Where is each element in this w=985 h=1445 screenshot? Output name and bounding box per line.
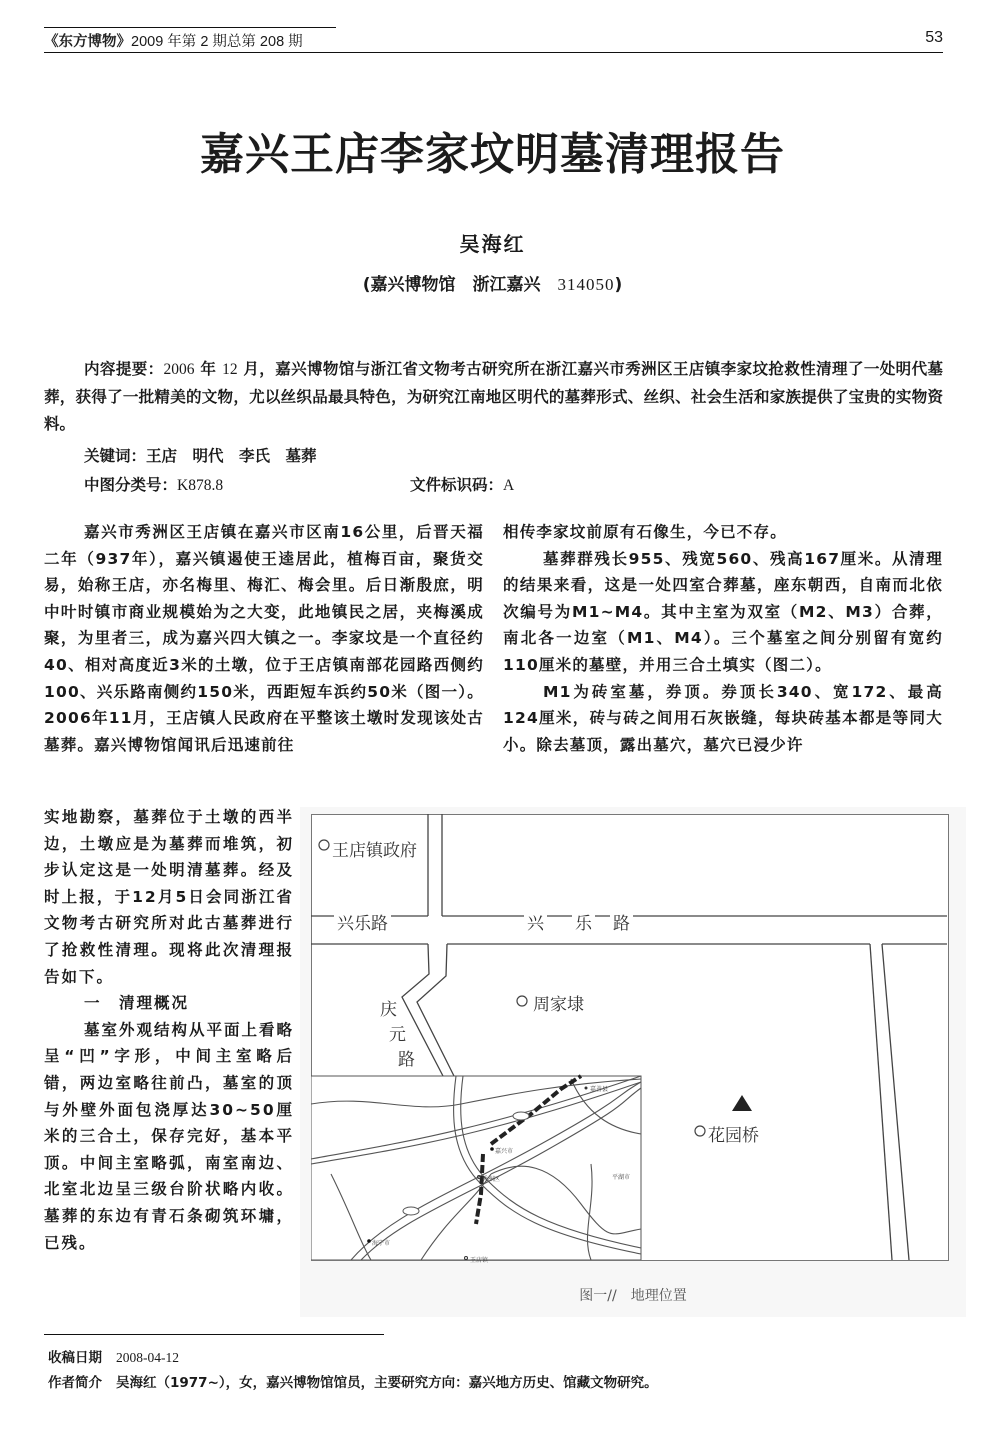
body-left-narrow-column	[44, 804, 294, 1256]
abstract	[44, 356, 943, 439]
section-heading: 一 清理概况	[84, 994, 190, 1013]
inset-highway-shield	[403, 1207, 419, 1215]
map-label-qingyuan-3: 路	[398, 1050, 415, 1070]
body-paragraph: 实地勘察，墓葬位于土墩的西半边，土墩应是为墓葬而堆筑，初步认定这是一处明清墓葬。经及时上报，于12月5日会同浙江省文物考古研究所对此古墓葬进行了抢救性清理。现将此次清理报告如下。	[44, 808, 294, 986]
inset-label-jiaxing: 嘉兴市	[495, 1148, 514, 1155]
article-title: 嘉兴王店李家坟明墓清理报告	[200, 129, 785, 180]
issue-info: 2009 年第 2 期总第 208 期	[131, 34, 303, 50]
map-label-qingyuan-2: 元	[389, 1025, 406, 1045]
map-road-line	[882, 944, 909, 1260]
received-value: 2008-04-12	[116, 1350, 179, 1365]
abstract-body: 月，嘉兴博物馆与浙江省文物考古研究所在浙江嘉兴市秀洲区王店镇李家坟抢救性清理了一处明代墓葬，获得了一批精美的文物，尤以丝织品最具特色，为研究江南地区明代的墓葬形式、丝织、社会生活和家族提供了宝贵的实物资料。	[44, 360, 943, 433]
page-number: 53	[925, 29, 943, 46]
map-label-xingle-road-1: 兴	[524, 909, 547, 934]
body-paragraph: 墓室外观结构从平面上看略呈“凹”字形，中间主室略后错，两边室略往前凸，墓室的顶与外壁外面包浇厚达30~50厘米的三合土，保存完好，基本平顶。中间主室略弧，南室南边、北室北边呈三级台阶状略内收。墓葬的东边有青石条砌筑环墉，已残。	[44, 1020, 295, 1252]
author-bio-value: 吴海红（1977~），女，嘉兴博物馆馆员，主要研究方向：嘉兴地方历史、馆藏文物研究。	[116, 1375, 658, 1391]
location-map-svg	[311, 814, 948, 1260]
keywords-label: 关键词：	[84, 447, 147, 465]
body-left-column	[44, 519, 484, 758]
map-road-line	[417, 944, 454, 1076]
inset-label-haining: 海宁市	[372, 1240, 391, 1247]
map-label-zhoujiadai: 周家埭	[533, 995, 584, 1015]
clc-value: K878.8	[177, 477, 224, 494]
body-paragraph: 嘉兴市秀洲区王店镇在嘉兴市区南16公里，后晋天福二年（937年），嘉兴镇遏使王逵居此，植梅百亩，聚货交易，始称王店，亦名梅里、梅汇、梅会里。后日渐殷庶，明中叶时镇市商业规模始为之大变，此地镇民之居，夹梅溪成聚，为里者三，成为嘉兴四大镇之一。李家坟是一个直径约40、相对高度近3米的土墩，位于王店镇南部花园路西侧约100、兴乐路南侧约150米，西距短车浜约50米（图一）。2006年11月，王店镇人民政府在平整该土墩时发现该处古墓葬。嘉兴博物馆闻讯后迅速前往	[44, 523, 484, 754]
author-bio-label: 作者简介	[48, 1375, 102, 1391]
abstract-label: 内容提要：	[84, 360, 164, 378]
map-label-xingle-road-3: 路	[610, 909, 633, 934]
tomb-site-triangle-icon	[732, 1095, 752, 1111]
body-paragraph: M1为砖室墓，券顶。券顶长340、宽172、最高124厘米，砖与砖之间用石灰嵌缝，每块砖基本都是等同大小。除去墓顶，露出墓穴，墓穴已浸少许	[503, 682, 943, 754]
map-label-xingle-road-west: 兴乐路	[334, 909, 391, 934]
figure-caption: 图一// 地理位置	[579, 1288, 687, 1304]
map-road-line	[870, 944, 892, 1260]
footnote-rule	[44, 1334, 384, 1335]
inset-label-pinghu: 平湖市	[612, 1174, 631, 1181]
affiliation-text: (嘉兴博物馆 浙江嘉兴	[362, 275, 558, 295]
body-right-column	[503, 519, 943, 758]
author-name: 吴海红	[459, 232, 526, 256]
bridge-marker	[695, 1126, 705, 1136]
abstract-text-b: 年	[194, 360, 223, 378]
clc-label: 中图分类号：	[84, 476, 178, 494]
abstract-month: 12	[222, 361, 238, 378]
document-id	[410, 473, 514, 495]
received-label: 收稿日期	[48, 1350, 102, 1366]
doc-id-label: 文件标识码：	[410, 476, 504, 494]
abstract-year: 2006	[163, 361, 195, 378]
inset-highway-shield	[513, 1112, 529, 1120]
map-label-xingle-road-2: 乐	[572, 909, 595, 934]
header-rule-top	[44, 27, 336, 28]
map-label-huayuan-bridge: 花园桥	[708, 1126, 759, 1146]
inset-label-xiuzhou: 秀洲区	[482, 1176, 501, 1183]
doc-id-value: A	[503, 477, 515, 494]
affiliation-close: )	[614, 275, 623, 295]
author-bio	[48, 1371, 658, 1391]
map-label-qingyuan-1: 庆	[380, 1000, 397, 1020]
author-affiliation	[0, 270, 985, 295]
inset-place-dot	[367, 1239, 371, 1243]
inset-place-dot	[585, 1087, 588, 1090]
inset-label-wangdian: 王店镇	[470, 1257, 489, 1264]
journal-name: 《东方博物》	[44, 34, 131, 50]
header-rule-bottom	[44, 52, 943, 53]
government-marker	[319, 840, 329, 850]
classification	[84, 473, 223, 495]
postcode: 314050	[557, 275, 615, 294]
body-paragraph: 相传李家坟前原有石像生，今已不存。	[503, 523, 787, 541]
received-date	[48, 1346, 179, 1366]
inset-label-jiashan: 嘉善县	[590, 1086, 609, 1093]
body-paragraph: 墓葬群残长955、残宽560、残高167厘米。从清理的结果来看，这是一处四室合葬墓，座东朝西，自南而北依次编号为M1~M4。其中主室为双室（M2、M3）合葬，南北各一边室（M1、M4）。三个墓室之间分别留有宽约110厘米的墓壁，并用三合土填实（图二）。	[503, 549, 943, 674]
running-header	[44, 30, 303, 51]
village-marker	[517, 996, 527, 1006]
inset-place-dot	[490, 1147, 494, 1151]
keywords	[84, 444, 317, 466]
keywords-value: 王店 明代 李氏 墓葬	[146, 447, 317, 465]
inset-map	[311, 1076, 641, 1260]
map-label-government: 王店镇政府	[332, 841, 417, 861]
